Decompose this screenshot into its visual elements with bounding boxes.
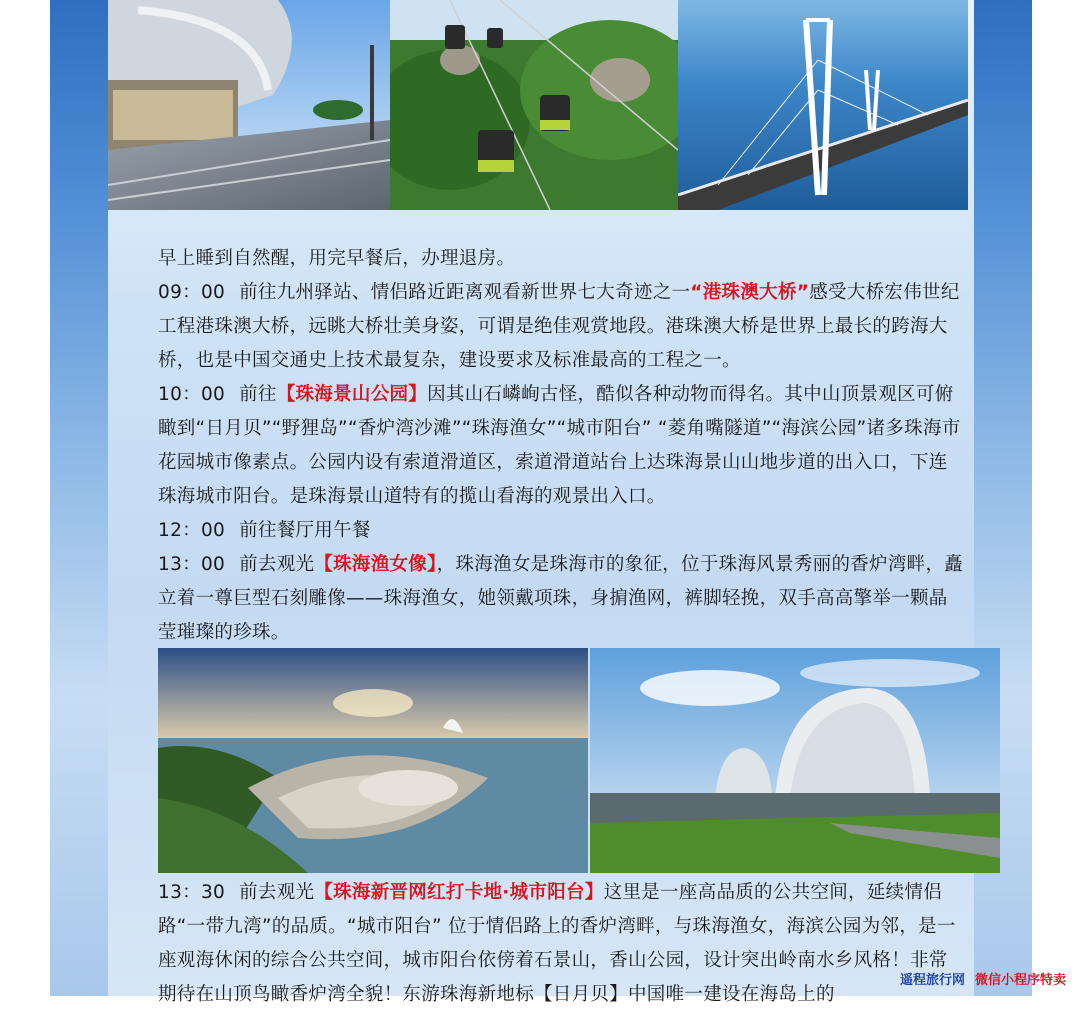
highlight-city-balcony: 【珠海新晋网红打卡地·城市阳台】: [314, 882, 604, 903]
itinerary-text-afternoon: [118, 876, 966, 1012]
time-1200: 12：00: [158, 520, 226, 541]
watermark-brand: 遥程旅行网: [899, 973, 965, 988]
time-1000: 10：00: [158, 384, 226, 405]
photo-bridge: [678, 0, 968, 210]
highlight-bridge: “港珠澳大桥”: [690, 282, 810, 303]
itinerary-text-morning: [118, 242, 966, 650]
time-1330: 13：30: [158, 882, 226, 903]
highlight-jingshan-park: 【珠海景山公园】: [276, 384, 428, 405]
time-0900: 09：00: [158, 282, 226, 303]
highlight-fisher-girl: 【珠海渔女像】: [314, 554, 437, 575]
time-1300: 13：00: [158, 554, 226, 575]
photo-opera-house: [590, 648, 1000, 873]
paragraph-fisher-girl: 13：00 前去观光【珠海渔女像】，珠海渔女是珠海市的象征，位于珠海风景秀丽的香炉湾畔，矗立着一尊巨型石刻雕像——珠海渔女，她领戴项珠，身掮渔网，裤脚轻挽，双手高高擎举一颗晶莹璀璨的珍珠。: [158, 554, 964, 643]
paragraph-jingshan-park: 10：00 前往【珠海景山公园】因其山石嶙峋古怪，酷似各种动物而得名。其中山顶景观区可俯瞰到“日月贝”“野狸岛”“香炉湾沙滩”“珠海渔女”“城市阳台” “菱角嘴隧道”“海滨公园”诸多珠海市花园城市像素点。公园内设有索道滑道区，索道滑道站台上达珠海景山山地步道的出入口，下连珠海城市阳台。是珠海景山道特有的揽山看海的观景出入口。: [158, 384, 961, 507]
paragraph-city-balcony: 13：30 前去观光【珠海新晋网红打卡地·城市阳台】这里是一座高品质的公共空间，延续情侣路“一带九湾”的品质。“城市阳台” 位于情侣路上的香炉湾畔，与珠海渔女，海滨公园为邻，是一座观海休闲的综合公共空间，城市阳台依傍着石景山，香山公园，设计突出岭南水乡风格！非常期待在山顶鸟瞰香炉湾全貌！东游珠海新地标【日月贝】中国唯一建设在海岛上的: [158, 882, 956, 1005]
photo-aerial-harbor: [158, 648, 588, 873]
paragraph-bridge: 09：00 前往九州驿站、情侣路近距离观看新世界七大奇迹之一“港珠澳大桥”感受大桥宏伟世纪工程港珠澳大桥，远眺大桥壮美身姿，可谓是绝佳观赏地段。港珠澳大桥是世界上最长的跨海大桥，也是中国交通史上技术最复杂，建设要求及标准最高的工程之一。: [158, 282, 960, 371]
photo-cable-car: [390, 0, 678, 210]
watermark: [900, 969, 1066, 988]
watermark-note: 微信小程序特卖: [974, 973, 1066, 988]
paragraph-checkout: 早上睡到自然醒，用完早餐后，办理退房。: [158, 248, 516, 269]
photo-station-plaza: [108, 0, 390, 210]
paragraph-lunch: 12：00 前往餐厅用午餐: [158, 520, 371, 541]
